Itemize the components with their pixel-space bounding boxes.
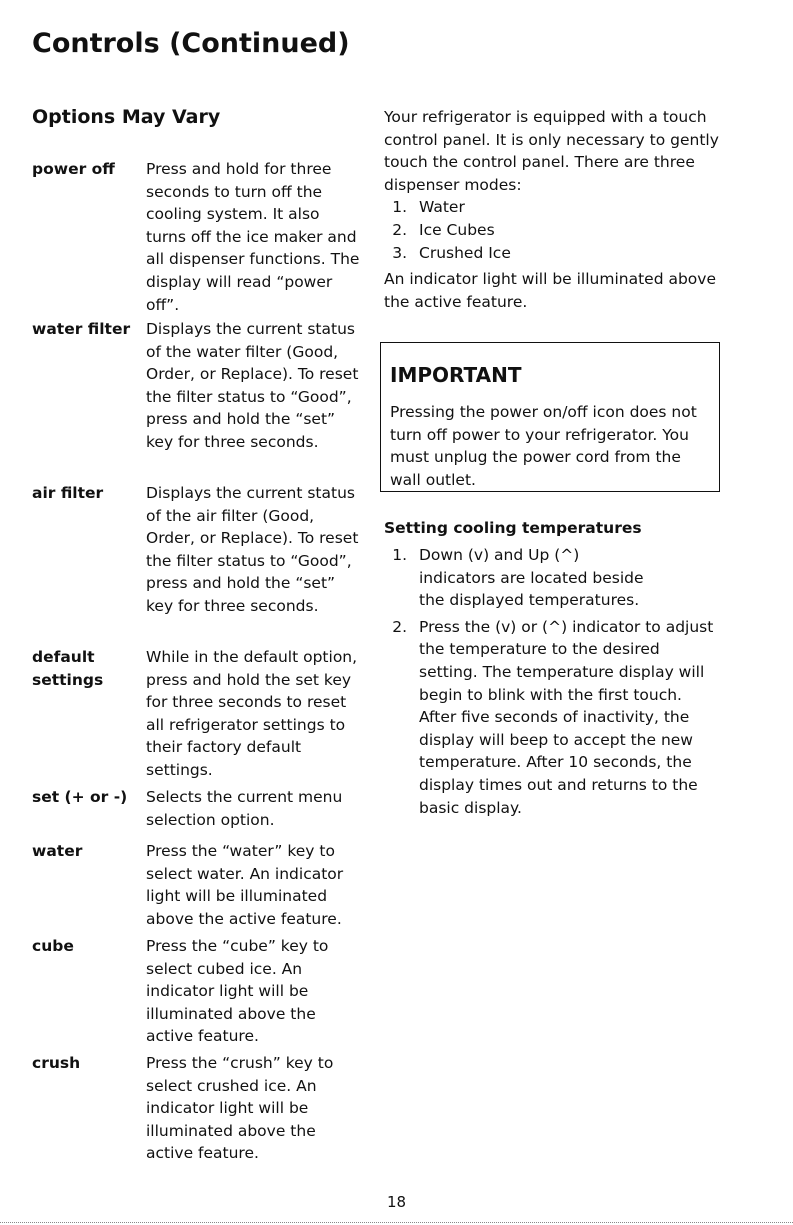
option-water bbox=[32, 840, 372, 930]
option-description: Selects the current menu selection option. bbox=[146, 788, 343, 829]
option-name: set (+ or -) bbox=[32, 788, 128, 806]
option-crush bbox=[32, 1052, 372, 1165]
option-description: Displays the current status of the air filter (Good, Order, or Replace). To reset the filter status to “Good”, press and hold the “set” key for three seconds. bbox=[146, 484, 359, 615]
option-cube bbox=[32, 935, 372, 1048]
page-number: 18 bbox=[386, 1193, 407, 1211]
cooling-heading: Setting cooling temperatures bbox=[384, 519, 642, 537]
option-name: crush bbox=[32, 1054, 81, 1072]
list-number: 1. bbox=[392, 546, 407, 564]
list-item bbox=[384, 616, 724, 819]
list-number: 1. bbox=[392, 198, 407, 217]
option-name: water bbox=[32, 842, 83, 860]
option-water-filter bbox=[32, 318, 372, 454]
option-name: water filter bbox=[32, 320, 131, 338]
option-description: Press the “cube” key to select cubed ice. An indicator light will be illuminated above the active feature. bbox=[146, 937, 329, 1046]
dispenser-intro-block bbox=[384, 106, 724, 313]
list-text: Ice Cubes bbox=[419, 220, 495, 239]
important-text: Pressing the power on/off icon does not turn off power to your refrigerator. You must unplug the power cord from the wall outlet. bbox=[390, 403, 697, 489]
list-item bbox=[384, 196, 724, 219]
dispenser-mode-list bbox=[384, 196, 724, 264]
page-title: Controls (Continued) bbox=[32, 28, 350, 59]
page-border bbox=[0, 1222, 793, 1224]
list-item bbox=[384, 544, 724, 612]
list-text: Water bbox=[419, 198, 465, 217]
option-power-off bbox=[32, 158, 372, 316]
option-set bbox=[32, 786, 372, 831]
option-description: Press the “water” key to select water. An indicator light will be illuminated above the active feature. bbox=[146, 842, 344, 928]
list-number: 2. bbox=[392, 617, 407, 636]
list-item bbox=[384, 219, 724, 242]
list-text: Press the (v) or (^) indicator to adjust the temperature to the desired setting. The temperature display will begin to blink with the first touch. After five seconds of inactivity, the display will beep to accept the new temperature. After 10 seconds, the display times out and returns to the basic display. bbox=[419, 617, 714, 817]
important-title: IMPORTANT bbox=[390, 363, 522, 387]
list-number: 3. bbox=[392, 243, 407, 262]
option-description: Press the “crush” key to select crushed ice. An indicator light will be illuminated above the active feature. bbox=[146, 1054, 334, 1163]
list-text: Crushed Ice bbox=[419, 243, 511, 262]
option-air-filter bbox=[32, 482, 372, 618]
option-name: air filter bbox=[32, 484, 104, 502]
option-name: power off bbox=[32, 160, 115, 178]
option-description: Press and hold for three seconds to turn off the cooling system. It also turns off the ice maker and all dispenser functions. The display will read “power off”. bbox=[146, 160, 360, 314]
option-name: cube bbox=[32, 937, 74, 955]
list-text: Down (v) and Up (^) indicators are located beside the displayed temperatures. bbox=[419, 546, 644, 610]
list-number: 2. bbox=[392, 220, 407, 239]
indicator-note: An indicator light will be illuminated above the active feature. bbox=[384, 270, 716, 311]
cooling-steps-list bbox=[384, 544, 724, 819]
intro-paragraph: Your refrigerator is equipped with a touch control panel. It is only necessary to gently touch the control panel. There are three dispenser modes: bbox=[384, 108, 719, 194]
cooling-steps-block bbox=[384, 544, 724, 819]
list-item bbox=[384, 242, 724, 265]
section-heading: Options May Vary bbox=[32, 106, 221, 128]
option-description: Displays the current status of the water filter (Good, Order, or Replace). To reset the filter status to “Good”, press and hold the “set” key for three seconds. bbox=[146, 320, 359, 451]
option-name: default settings bbox=[32, 648, 104, 689]
option-default-settings bbox=[32, 646, 372, 782]
important-notice-box bbox=[380, 342, 720, 492]
option-description: While in the default option, press and hold the set key for three seconds to reset all refrigerator settings to their factory default settings. bbox=[146, 648, 358, 779]
